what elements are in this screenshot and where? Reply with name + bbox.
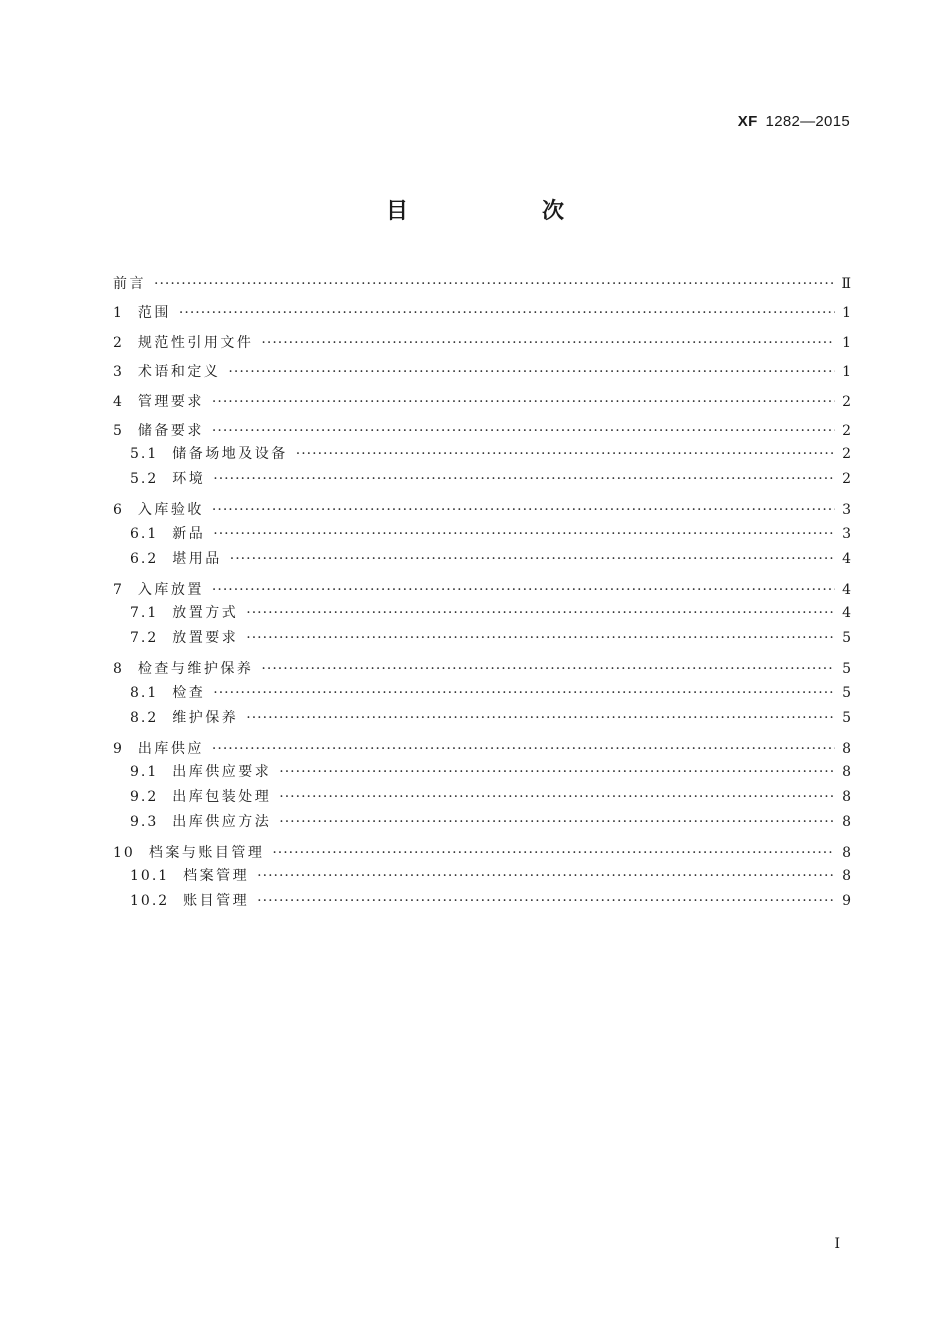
toc-dot-leader xyxy=(179,299,835,328)
toc-entry[interactable] xyxy=(113,270,851,299)
toc-dot-leader xyxy=(279,810,835,835)
toc-dot-leader xyxy=(228,358,835,387)
toc-entry-label: 前言 xyxy=(113,276,146,292)
toc-entry-page: 1 xyxy=(842,364,851,381)
toc-entry-label: 放置方式 xyxy=(172,605,239,622)
toc-entry-page: 9 xyxy=(842,893,851,910)
toc-entry-label: 术语和定义 xyxy=(137,364,221,381)
toc-entry-number: 2 xyxy=(113,334,124,351)
toc-subentry[interactable] xyxy=(113,547,851,572)
toc-subentry[interactable] xyxy=(113,760,851,785)
toc-entry-number: 10.1 xyxy=(130,868,170,885)
toc-entry-page: 5 xyxy=(842,661,851,678)
toc-entry-label: 放置要求 xyxy=(172,630,239,647)
toc-subentry[interactable] xyxy=(113,889,851,914)
toc-dot-leader xyxy=(279,760,835,785)
toc-entry-page: 3 xyxy=(842,502,851,519)
toc-entry-label: 出库包装处理 xyxy=(172,788,272,805)
toc-entry[interactable] xyxy=(113,329,851,358)
toc-subentry[interactable] xyxy=(113,442,851,467)
toc-entry-label: 检查 xyxy=(172,684,206,701)
toc-entry-number: 8.2 xyxy=(130,709,159,726)
toc-entry-page: 2 xyxy=(842,471,851,488)
toc-entry-page: 4 xyxy=(842,581,851,598)
toc-entry-page: 4 xyxy=(842,605,851,622)
toc-subentry[interactable] xyxy=(113,785,851,810)
toc-entry-page: Ⅱ xyxy=(841,276,851,292)
toc-entry-label: 档案管理 xyxy=(183,868,250,885)
toc-entry-label: 出库供应 xyxy=(137,740,204,757)
page-number: I xyxy=(834,1236,840,1252)
toc-entry-page: 8 xyxy=(842,788,851,805)
toc-entry-number: 10 xyxy=(113,844,135,861)
toc-entry-label: 规范性引用文件 xyxy=(137,334,254,351)
toc-entry-label: 出库供应要求 xyxy=(172,763,272,780)
toc-entry-page: 1 xyxy=(842,305,851,322)
toc-dot-leader xyxy=(257,889,835,914)
toc-entry-number: 7 xyxy=(113,581,124,598)
toc-entry-label: 出库供应方法 xyxy=(172,813,272,830)
toc-subentry[interactable] xyxy=(113,810,851,835)
toc-entry-page: 5 xyxy=(842,709,851,726)
toc-dot-leader xyxy=(296,442,835,467)
toc-entry-page: 8 xyxy=(842,740,851,757)
toc-entry-label: 入库放置 xyxy=(137,581,204,598)
document-code-number: 1282—2015 xyxy=(765,113,850,130)
toc-entry-number: 7.2 xyxy=(130,630,159,647)
toc-entry-number: 6 xyxy=(113,502,124,519)
toc-entry-page: 5 xyxy=(842,630,851,647)
toc-entry-number: 4 xyxy=(113,393,124,410)
toc-entry[interactable] xyxy=(113,388,851,417)
document-code xyxy=(738,113,850,130)
toc-entry[interactable] xyxy=(113,358,851,387)
toc-entry-number: 10.2 xyxy=(130,893,170,910)
toc-entry-page: 2 xyxy=(842,422,851,439)
toc-entry-label: 检查与维护保养 xyxy=(137,661,254,678)
toc-subentry[interactable] xyxy=(113,864,851,889)
toc-entry-number: 9.2 xyxy=(130,788,159,805)
toc-entry-page: 2 xyxy=(842,393,851,410)
toc-entry-label: 新品 xyxy=(172,525,206,542)
toc-dot-leader xyxy=(257,864,835,889)
toc-entry-number: 9 xyxy=(113,740,124,757)
toc-entry-label: 环境 xyxy=(172,471,206,488)
toc-entry-number: 6.2 xyxy=(130,550,159,567)
toc-entry-number: 5.1 xyxy=(130,446,159,463)
toc-dot-leader xyxy=(246,626,835,651)
toc-entry-label: 储备场地及设备 xyxy=(172,446,288,463)
toc-entry-number: 8 xyxy=(113,661,124,678)
toc-entry-label: 维护保养 xyxy=(172,709,239,726)
toc-entry-label: 范围 xyxy=(137,305,171,322)
toc-subentry[interactable] xyxy=(113,626,851,651)
toc-entry-page: 8 xyxy=(842,844,851,861)
toc-entry-page: 1 xyxy=(842,334,851,351)
toc-entry-label: 账目管理 xyxy=(183,893,250,910)
toc-entry-number: 9.3 xyxy=(130,813,159,830)
toc-entry-label: 管理要求 xyxy=(137,393,204,410)
toc-dot-leader xyxy=(261,329,835,358)
toc-entry-number: 1 xyxy=(113,305,124,322)
toc-subentry[interactable] xyxy=(113,681,851,706)
toc-dot-leader xyxy=(246,601,835,626)
toc-dot-leader xyxy=(279,785,835,810)
document-code-prefix: XF xyxy=(737,113,758,130)
toc-dot-leader xyxy=(246,706,835,731)
toc-entry-label: 储备要求 xyxy=(137,422,204,439)
toc-entry-number: 5 xyxy=(113,422,124,439)
toc-dot-leader xyxy=(154,270,835,299)
toc-entry-page: 8 xyxy=(842,813,851,830)
toc-entry[interactable] xyxy=(113,299,851,328)
toc-dot-leader xyxy=(213,681,835,706)
toc-entry-page: 2 xyxy=(842,446,851,463)
toc-entry-number: 3 xyxy=(113,364,124,381)
toc-subentry[interactable] xyxy=(113,467,851,492)
toc-entry-page: 8 xyxy=(842,763,851,780)
toc-dot-leader xyxy=(230,547,835,572)
toc-dot-leader xyxy=(213,522,835,547)
toc-dot-leader xyxy=(212,388,835,417)
toc-entry-label: 堪用品 xyxy=(172,550,222,567)
toc-entry-number: 9.1 xyxy=(130,763,159,780)
toc-entry-page: 8 xyxy=(842,868,851,885)
toc-subentry[interactable] xyxy=(113,601,851,626)
toc-entry-number: 5.2 xyxy=(130,471,159,488)
toc-subentry[interactable] xyxy=(113,706,851,731)
toc-subentry[interactable] xyxy=(113,522,851,547)
toc-entry-number: 7.1 xyxy=(130,605,159,622)
toc-entry-page: 5 xyxy=(842,684,851,701)
toc-entry-label: 入库验收 xyxy=(137,502,204,519)
toc-entry-number: 8.1 xyxy=(130,684,159,701)
table-of-contents xyxy=(113,270,851,914)
toc-entry-number: 6.1 xyxy=(130,525,159,542)
toc-entry-label: 档案与账目管理 xyxy=(148,844,265,861)
toc-entry-page: 4 xyxy=(842,550,851,567)
toc-entry-page: 3 xyxy=(842,525,851,542)
toc-title: 目 次 xyxy=(385,199,620,224)
toc-dot-leader xyxy=(213,467,835,492)
